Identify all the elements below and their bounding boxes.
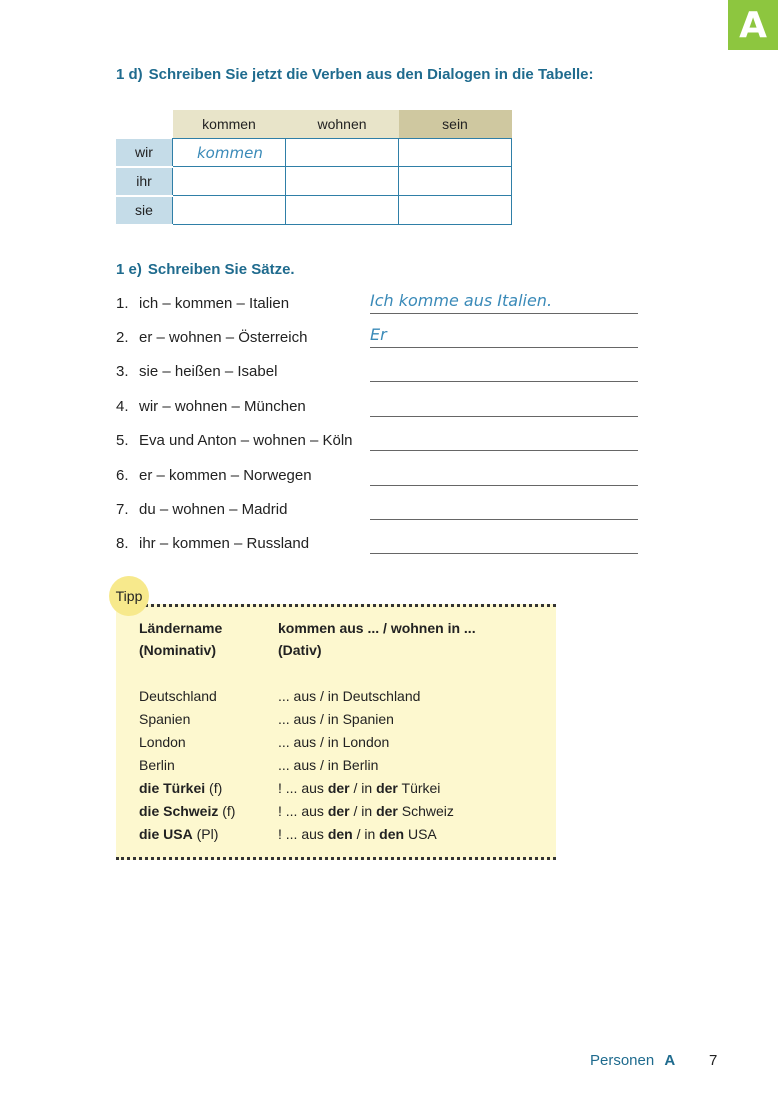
answer-cell[interactable] [399, 196, 512, 225]
unit-tab: A [728, 0, 778, 50]
phrase-part: Türkei [397, 780, 441, 796]
pronoun-cell: ihr [116, 167, 173, 196]
tipp-col2-header: kommen aus ... / wohnen in ... [278, 620, 476, 636]
tipp-col1-header: Ländername [139, 620, 223, 636]
sentence-row [116, 432, 638, 452]
answer-line[interactable] [370, 432, 638, 451]
exercise-number: 1 e) [116, 261, 142, 278]
sentence-row [116, 398, 638, 418]
sentence-number: 5. [116, 432, 129, 449]
sentence-number: 8. [116, 535, 129, 552]
sentence-number: 4. [116, 398, 129, 415]
answer-line[interactable] [370, 501, 638, 520]
handwritten-answer: kommen [197, 143, 263, 162]
handwritten-answer: Ich komme aus Italien. [370, 291, 553, 310]
sentence-prompt: du – wohnen – Madrid [139, 501, 288, 518]
phrase-part: / in [352, 826, 380, 842]
phrase-part: ! ... aus [278, 803, 328, 819]
country-name: die USA [139, 826, 193, 842]
answer-cell[interactable] [173, 139, 286, 167]
answer-cell[interactable] [286, 139, 399, 167]
answer-cell[interactable] [173, 167, 286, 196]
phrase-part: / in [349, 803, 377, 819]
article: der [376, 780, 398, 796]
sentence-row [116, 501, 638, 521]
sentence-prompt: ihr – kommen – Russland [139, 535, 310, 552]
sentence-row [116, 325, 638, 349]
sentence-prompt: ich – kommen – Italien [139, 295, 290, 312]
article: den [379, 826, 405, 842]
answer-line[interactable] [370, 398, 638, 417]
footer-section [590, 1052, 675, 1069]
sentence-row [116, 363, 638, 383]
phrase-part: ! ... aus [278, 826, 328, 842]
exercise-instruction: Schreiben Sie Sätze. [147, 261, 295, 278]
tipp-col2-subheader: (Dativ) [278, 642, 322, 658]
country-phrase: ... aus / in Spanien [278, 711, 394, 727]
sentence-prompt: er – wohnen – Österreich [139, 329, 308, 346]
page-number: 7 [709, 1052, 718, 1069]
verb-table [116, 110, 512, 226]
exercise-number: 1 d) [116, 66, 143, 83]
answer-cell[interactable] [399, 139, 512, 167]
table-header: kommen [173, 110, 286, 139]
handwritten-answer: Er [370, 325, 387, 344]
phrase-part: / in [349, 780, 377, 796]
table-header: sein [399, 110, 512, 139]
answer-line[interactable] [370, 363, 638, 382]
sentence-row [116, 467, 638, 487]
exercise-1d-title [116, 66, 594, 83]
article: der [376, 803, 398, 819]
country-name: Spanien [139, 711, 191, 727]
article: den [327, 826, 353, 842]
gender-marker: (Pl) [192, 826, 219, 842]
answer-cell[interactable] [399, 167, 512, 196]
footer-section-title: Personen [590, 1052, 655, 1069]
phrase-part: USA [404, 826, 437, 842]
country-phrase: ... aus / in London [278, 734, 390, 750]
country-name: Deutschland [139, 688, 217, 704]
pronoun-cell: sie [116, 196, 173, 225]
pronoun-cell: wir [116, 139, 173, 167]
phrase-part: ! ... aus [278, 780, 328, 796]
article: der [327, 803, 350, 819]
exercise-instruction: Schreiben Sie jetzt die Verben aus den Dialogen in die Tabelle: [148, 66, 594, 83]
gender-marker: (f) [205, 780, 223, 796]
country-phrase: ... aus / in Berlin [278, 757, 379, 773]
sentence-prompt: er – kommen – Norwegen [139, 467, 312, 484]
country-name: die Türkei [139, 780, 206, 796]
sentence-number: 7. [116, 501, 129, 518]
phrase-part: Schweiz [397, 803, 454, 819]
answer-line[interactable] [370, 325, 638, 348]
country-name: Berlin [139, 757, 175, 773]
answer-cell[interactable] [173, 196, 286, 225]
sentence-number: 6. [116, 467, 129, 484]
sentence-number: 1. [116, 295, 129, 312]
sentence-prompt: sie – heißen – Isabel [139, 363, 278, 380]
table-corner [116, 110, 173, 139]
answer-cell[interactable] [286, 167, 399, 196]
country-name: die Schweiz [139, 803, 219, 819]
tipp-col1-subheader: (Nominativ) [139, 642, 216, 658]
footer-unit-letter: A [664, 1052, 676, 1069]
article: der [327, 780, 350, 796]
answer-line[interactable] [370, 467, 638, 486]
tipp-badge: Tipp [109, 576, 149, 616]
table-header: wohnen [286, 110, 399, 139]
country-phrase: ... aus / in Deutschland [278, 688, 421, 704]
answer-line[interactable] [370, 535, 638, 554]
sentence-number: 2. [116, 329, 129, 346]
sentence-number: 3. [116, 363, 129, 380]
sentence-row [116, 291, 638, 315]
exercise-1e-title [116, 261, 295, 278]
sentence-prompt: Eva und Anton – wohnen – Köln [139, 432, 353, 449]
gender-marker: (f) [218, 803, 236, 819]
country-name: London [139, 734, 186, 750]
sentence-row [116, 535, 638, 555]
answer-cell[interactable] [286, 196, 399, 225]
answer-line[interactable] [370, 291, 638, 314]
sentence-prompt: wir – wohnen – München [139, 398, 306, 415]
